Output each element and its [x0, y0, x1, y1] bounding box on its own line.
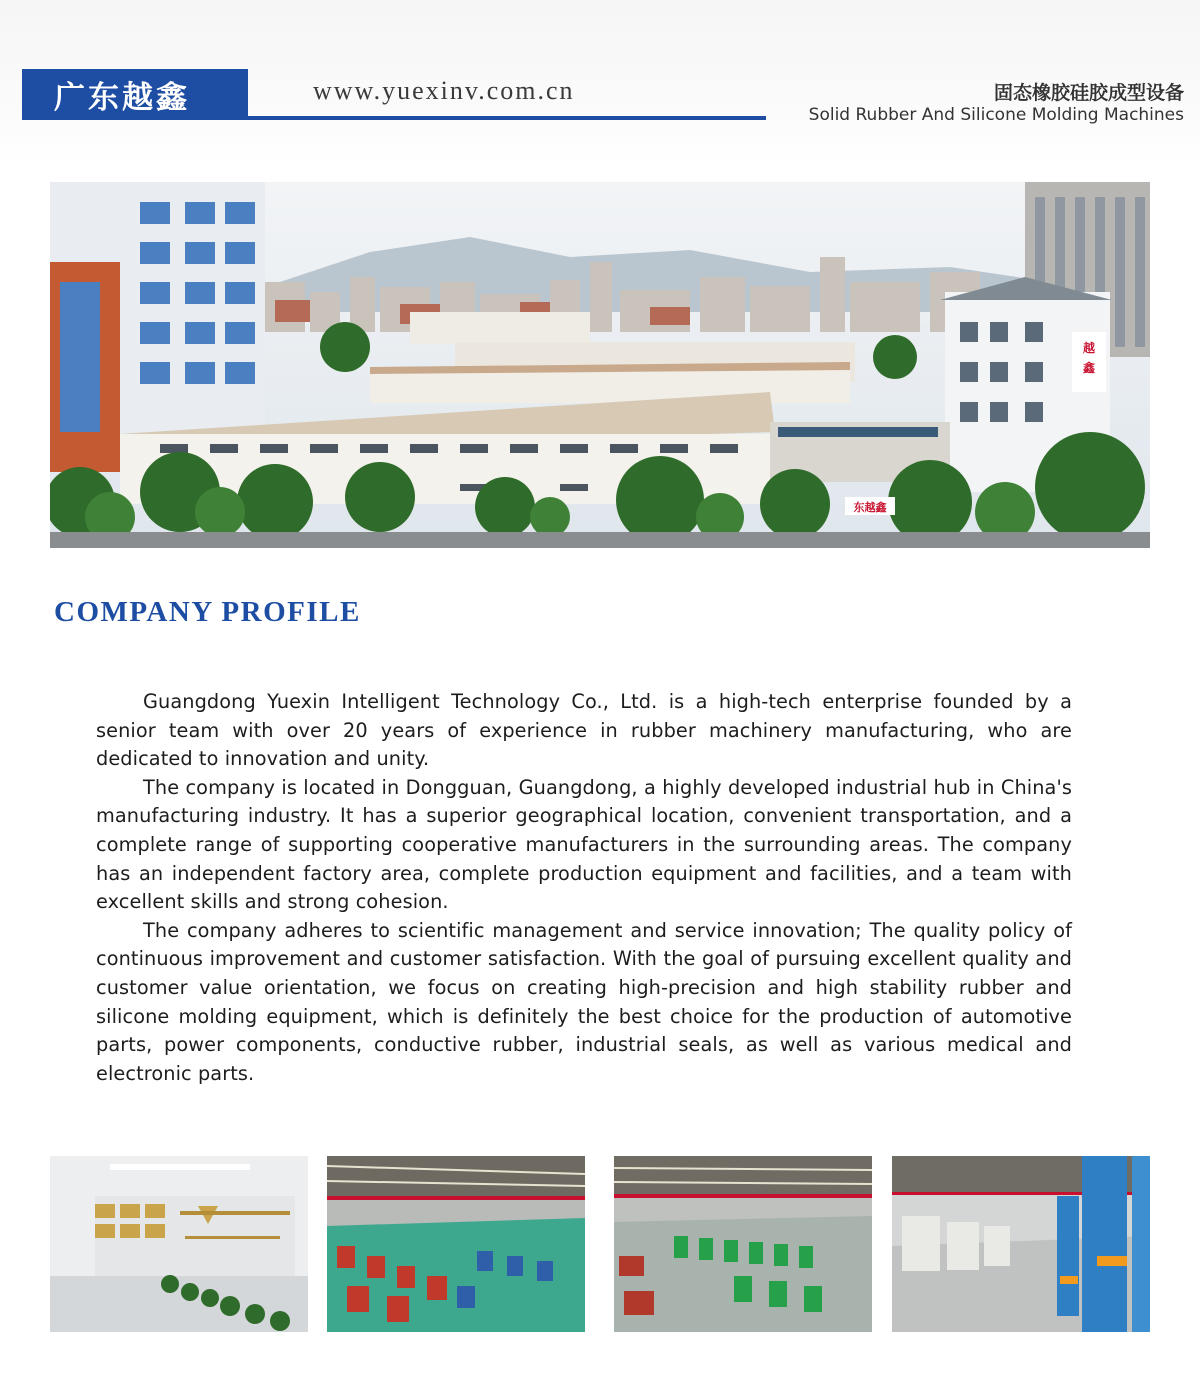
factory-campus-photo: [50, 182, 1150, 548]
workshop-red-machines-photo: [327, 1156, 585, 1332]
header-rule: [22, 116, 766, 120]
page-header: [0, 0, 1200, 165]
svg-text:东越鑫: 东越鑫: [853, 501, 887, 514]
workshop-green-machines-photo: [614, 1156, 872, 1332]
profile-paragraph-1: Guangdong Yuexin Intelligent Technology Co., Ltd. is a high-tech enterprise founded by a senior team with over 20 years of experience in rubber machinery manufacturing, who are dedicated to innovation and unity.: [96, 690, 1072, 771]
svg-text:鑫: 鑫: [1082, 361, 1096, 375]
machine-line-photo: [892, 1156, 1150, 1332]
photo-gallery: [50, 1156, 1150, 1332]
profile-text: [96, 688, 1072, 1088]
section-title: COMPANY PROFILE: [54, 596, 361, 628]
website-url[interactable]: www.yuexinv.com.cn: [313, 76, 575, 105]
tagline-english: Solid Rubber And Silicone Molding Machines: [808, 105, 1184, 125]
profile-paragraph-3: The company adheres to scientific management and service innovation; The quality policy of continuous improvement and customer satisfaction. With the goal of pursuing excellent quality and customer value orientation, we focus on creating high-precision and high stability rubber and silicone molding equipment, which is definitely the best choice for the production of automotive parts, power components, conductive rubber, industrial seals, as well as various medical and electronic parts.: [96, 918, 1072, 1085]
reception-lobby-photo: [50, 1156, 308, 1332]
profile-paragraph-2: The company is located in Dongguan, Guangdong, a highly developed industrial hub in China's manufacturing industry. It has a superior geographical location, convenient transportation, and a complete range of supporting cooperative manufacturers in the surrounding areas. The company has an independent factory area, complete production equipment and facilities, and a team with excellent skills and strong cohesion.: [96, 775, 1072, 914]
brand-logo: 广东越鑫: [22, 69, 248, 120]
svg-text:越: 越: [1082, 341, 1096, 355]
tagline-chinese: 固态橡胶硅胶成型设备: [993, 82, 1184, 104]
